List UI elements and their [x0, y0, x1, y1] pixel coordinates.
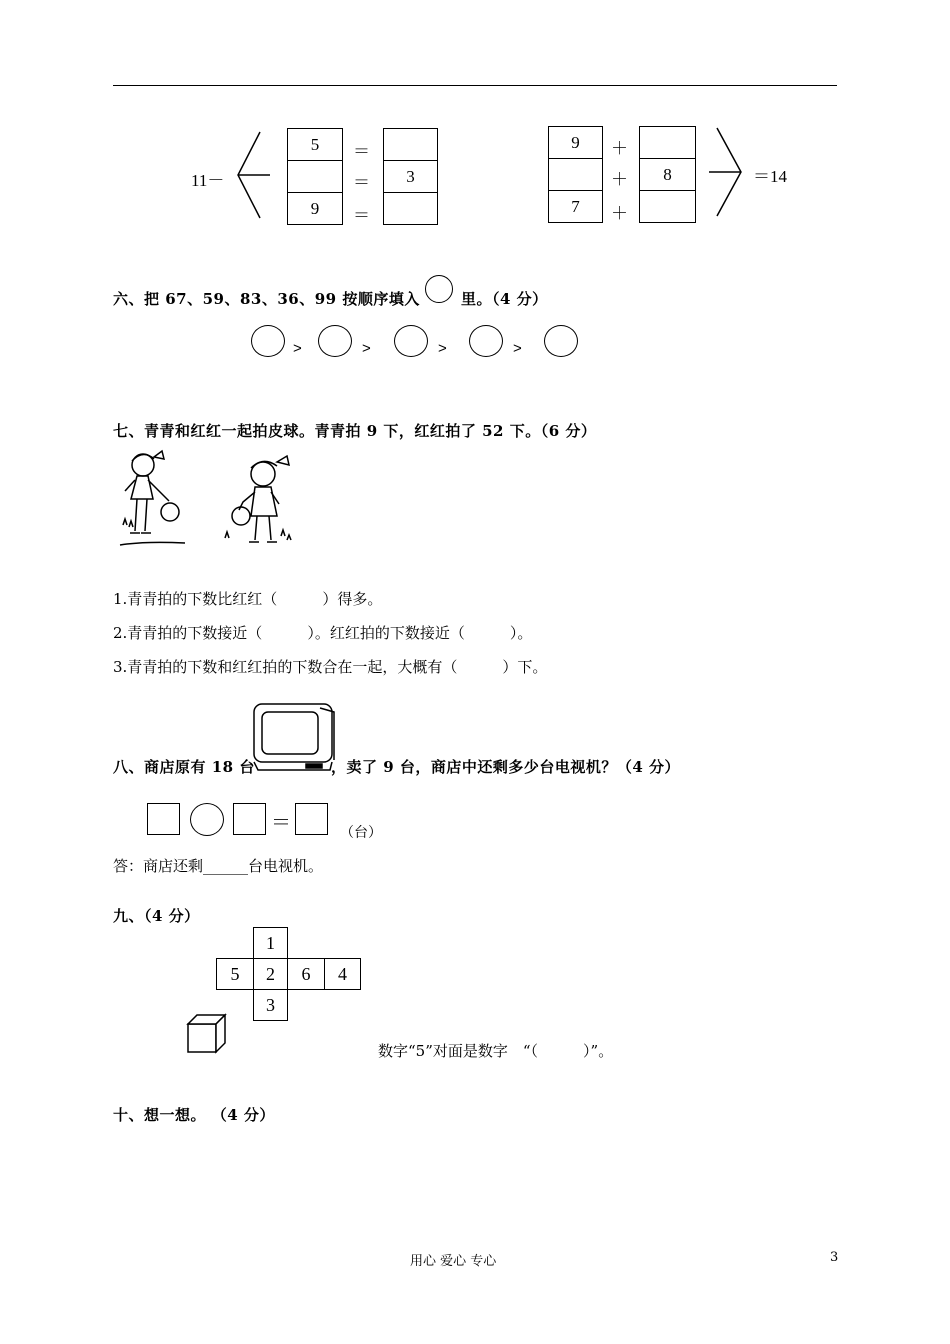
answer-circle[interactable]: [318, 325, 352, 357]
girl-bouncing-ball-illustration: [215, 454, 300, 554]
cube-net-face: 1: [253, 927, 288, 959]
answer-line: 答：商店还剩______台电视机。: [113, 857, 324, 875]
cube-net-face: 4: [324, 958, 361, 990]
page-number: 3: [830, 1250, 839, 1265]
heading-circle: [425, 275, 453, 303]
left-box-b1[interactable]: [383, 128, 438, 161]
equals-sign: ＝: [353, 206, 370, 225]
answer-circle[interactable]: [251, 325, 285, 357]
operator-circle[interactable]: [190, 803, 224, 836]
greater-than-sign: >: [438, 340, 447, 357]
right-box-b2[interactable]: 8: [639, 158, 696, 191]
greater-than-sign: >: [293, 340, 302, 357]
section8-heading-suffix: ，卖了 9 台，商店中还剩多少台电视机？（4 分）: [331, 758, 681, 776]
question-1: 1.青青拍的下数比红红（ ）得多。: [113, 590, 383, 608]
section7-heading: 七、青青和红红一起拍皮球。青青拍 9 下，红红拍了 52 下。（6 分）: [113, 422, 597, 440]
girl-bouncing-ball-illustration: [115, 447, 190, 552]
right-box-a1[interactable]: 9: [548, 126, 603, 159]
section8-heading: 八、商店原有 18 台: [113, 758, 255, 776]
right-box-a2[interactable]: [548, 158, 603, 191]
right-box-b1[interactable]: [639, 126, 696, 159]
greater-than-sign: >: [362, 340, 371, 357]
equation-box[interactable]: [147, 803, 180, 835]
plus-sign: ＋: [611, 139, 628, 158]
section10-heading: 十、想一想。 （4 分）: [113, 1106, 275, 1124]
left-box-b3[interactable]: [383, 192, 438, 225]
left-brace: [230, 130, 275, 220]
greater-than-sign: >: [513, 340, 522, 357]
equation-box[interactable]: [233, 803, 266, 835]
cube-net-face: 6: [287, 958, 325, 990]
left-prefix: 11－: [191, 171, 225, 190]
cube-net-face: 2: [253, 958, 288, 990]
left-box-a2[interactable]: [287, 160, 343, 193]
right-box-b3[interactable]: [639, 190, 696, 223]
answer-circle[interactable]: [544, 325, 578, 357]
unit-label: （台）: [340, 825, 382, 841]
equation-result-box[interactable]: [295, 803, 328, 835]
plus-sign: ＋: [611, 204, 628, 223]
left-box-b2[interactable]: 3: [383, 160, 438, 193]
right-box-a3[interactable]: 7: [548, 190, 603, 223]
right-brace: [705, 126, 750, 218]
television-icon: [250, 700, 338, 778]
section9-question: 数字“5”对面是数字 “（ ）”。: [378, 1042, 614, 1060]
equals-sign: ＝: [353, 173, 370, 192]
section6-heading-suffix: 里。（4 分）: [461, 290, 548, 308]
answer-circle[interactable]: [469, 325, 503, 357]
question-2: 2.青青拍的下数接近（ ）。红红拍的下数接近（ ）。: [113, 624, 533, 642]
left-box-a3[interactable]: 9: [287, 192, 343, 225]
footer-text: 用心 爱心 专心: [410, 1254, 497, 1269]
cube-net-face: 3: [253, 989, 288, 1021]
answer-circle[interactable]: [394, 325, 428, 357]
section9-heading: 九、（4 分）: [113, 907, 200, 925]
question-3: 3.青青拍的下数和红红拍的下数合在一起，大概有（ ）下。: [113, 658, 548, 676]
section6-heading: 六、把 67、59、83、36、99 按顺序填入: [113, 290, 420, 308]
header-rule: [113, 85, 837, 86]
equals-sign: ＝: [353, 142, 370, 161]
cube-icon: [185, 1012, 230, 1056]
cube-net-face: 5: [216, 958, 254, 990]
plus-sign: ＋: [611, 170, 628, 189]
right-suffix: ＝14: [753, 167, 787, 186]
left-box-a1[interactable]: 5: [287, 128, 343, 161]
equals-sign: ＝: [271, 812, 291, 834]
